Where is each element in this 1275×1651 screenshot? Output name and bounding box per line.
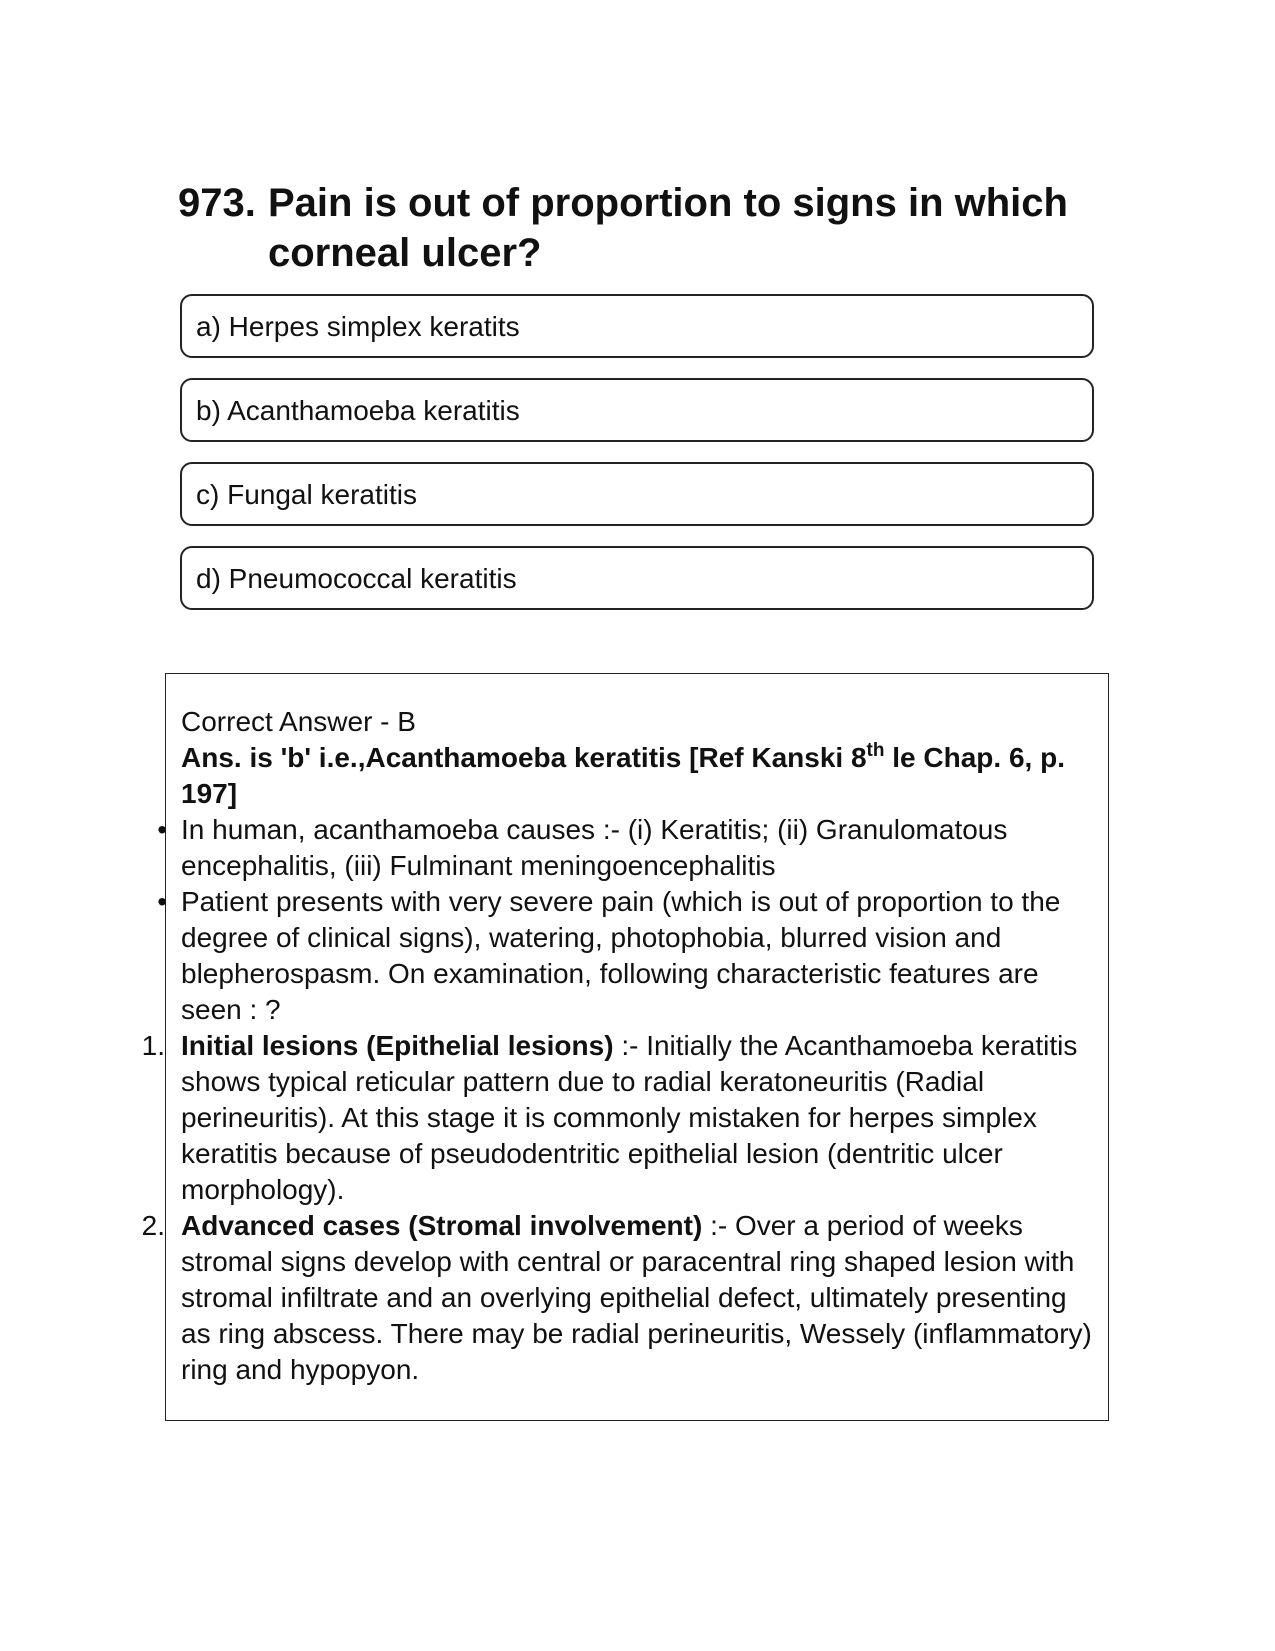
- numbered-marker: 1.: [141, 1030, 165, 1061]
- option-d[interactable]: d) Pneumococcal keratitis: [180, 546, 1094, 610]
- question-heading: [178, 178, 1078, 278]
- option-a[interactable]: a) Herpes simplex keratits: [180, 294, 1094, 358]
- numbered-text: :- Initially the Acanthamoeba keratitis shows typical reticular pattern due to radial keratoneuritis (Radial perineuritis). At this stage it is commonly mistaken for herpes simplex keratitis because of pseudodentritic epithelial lesion (dentritic ulcer morphology).: [181, 1030, 1078, 1205]
- numbered-marker: 2.: [141, 1210, 165, 1241]
- bullet-item: [157, 812, 1101, 884]
- bullet-text: In human, acanthamoeba causes :- (i) Keratitis; (ii) Granulomatous encephalitis, (iii) Fulminant meningoencephalitis: [181, 814, 1008, 881]
- answer-reference-superscript: th: [866, 740, 885, 761]
- correct-answer-line: Correct Answer - B: [181, 706, 416, 737]
- bullet-marker: •: [157, 886, 167, 917]
- bullet-marker: •: [157, 814, 167, 845]
- numbered-item: [141, 1028, 1101, 1208]
- answer-reference: [181, 740, 1101, 812]
- question-number: 973.: [178, 181, 256, 225]
- numbered-heading: Initial lesions (Epithelial lesions): [181, 1030, 614, 1061]
- bullet-item: [157, 884, 1101, 1028]
- bullet-text: Patient presents with very severe pain (which is out of proportion to the degree of clinical signs), watering, photophobia, blurred vision and blepherospasm. On examination, following characteristic features are seen : ?: [181, 886, 1061, 1025]
- numbered-item: [141, 1208, 1101, 1388]
- option-b[interactable]: b) Acanthamoeba keratitis: [180, 378, 1094, 442]
- answer-reference-main: Ans. is 'b' i.e.,Acanthamoeba keratitis [Ref Kanski 8: [181, 742, 867, 773]
- question-text: Pain is out of proportion to signs in which corneal ulcer?: [268, 181, 1068, 275]
- numbered-heading: Advanced cases (Stromal involvement): [181, 1210, 703, 1241]
- numbered-text: :- Over a period of weeks stromal signs develop with central or paracentral ring shaped lesion with stromal infiltrate and an overlying epithelial defect, ultimately presenting as ring abscess. There may be radial perineuritis, Wessely (inflammatory) ring and hypopyon.: [181, 1210, 1092, 1385]
- option-c[interactable]: c) Fungal keratitis: [180, 462, 1094, 526]
- answer-reference-tail: le Chap. 6, p. 197]: [181, 742, 1065, 809]
- answer-explanation: [141, 704, 1101, 1388]
